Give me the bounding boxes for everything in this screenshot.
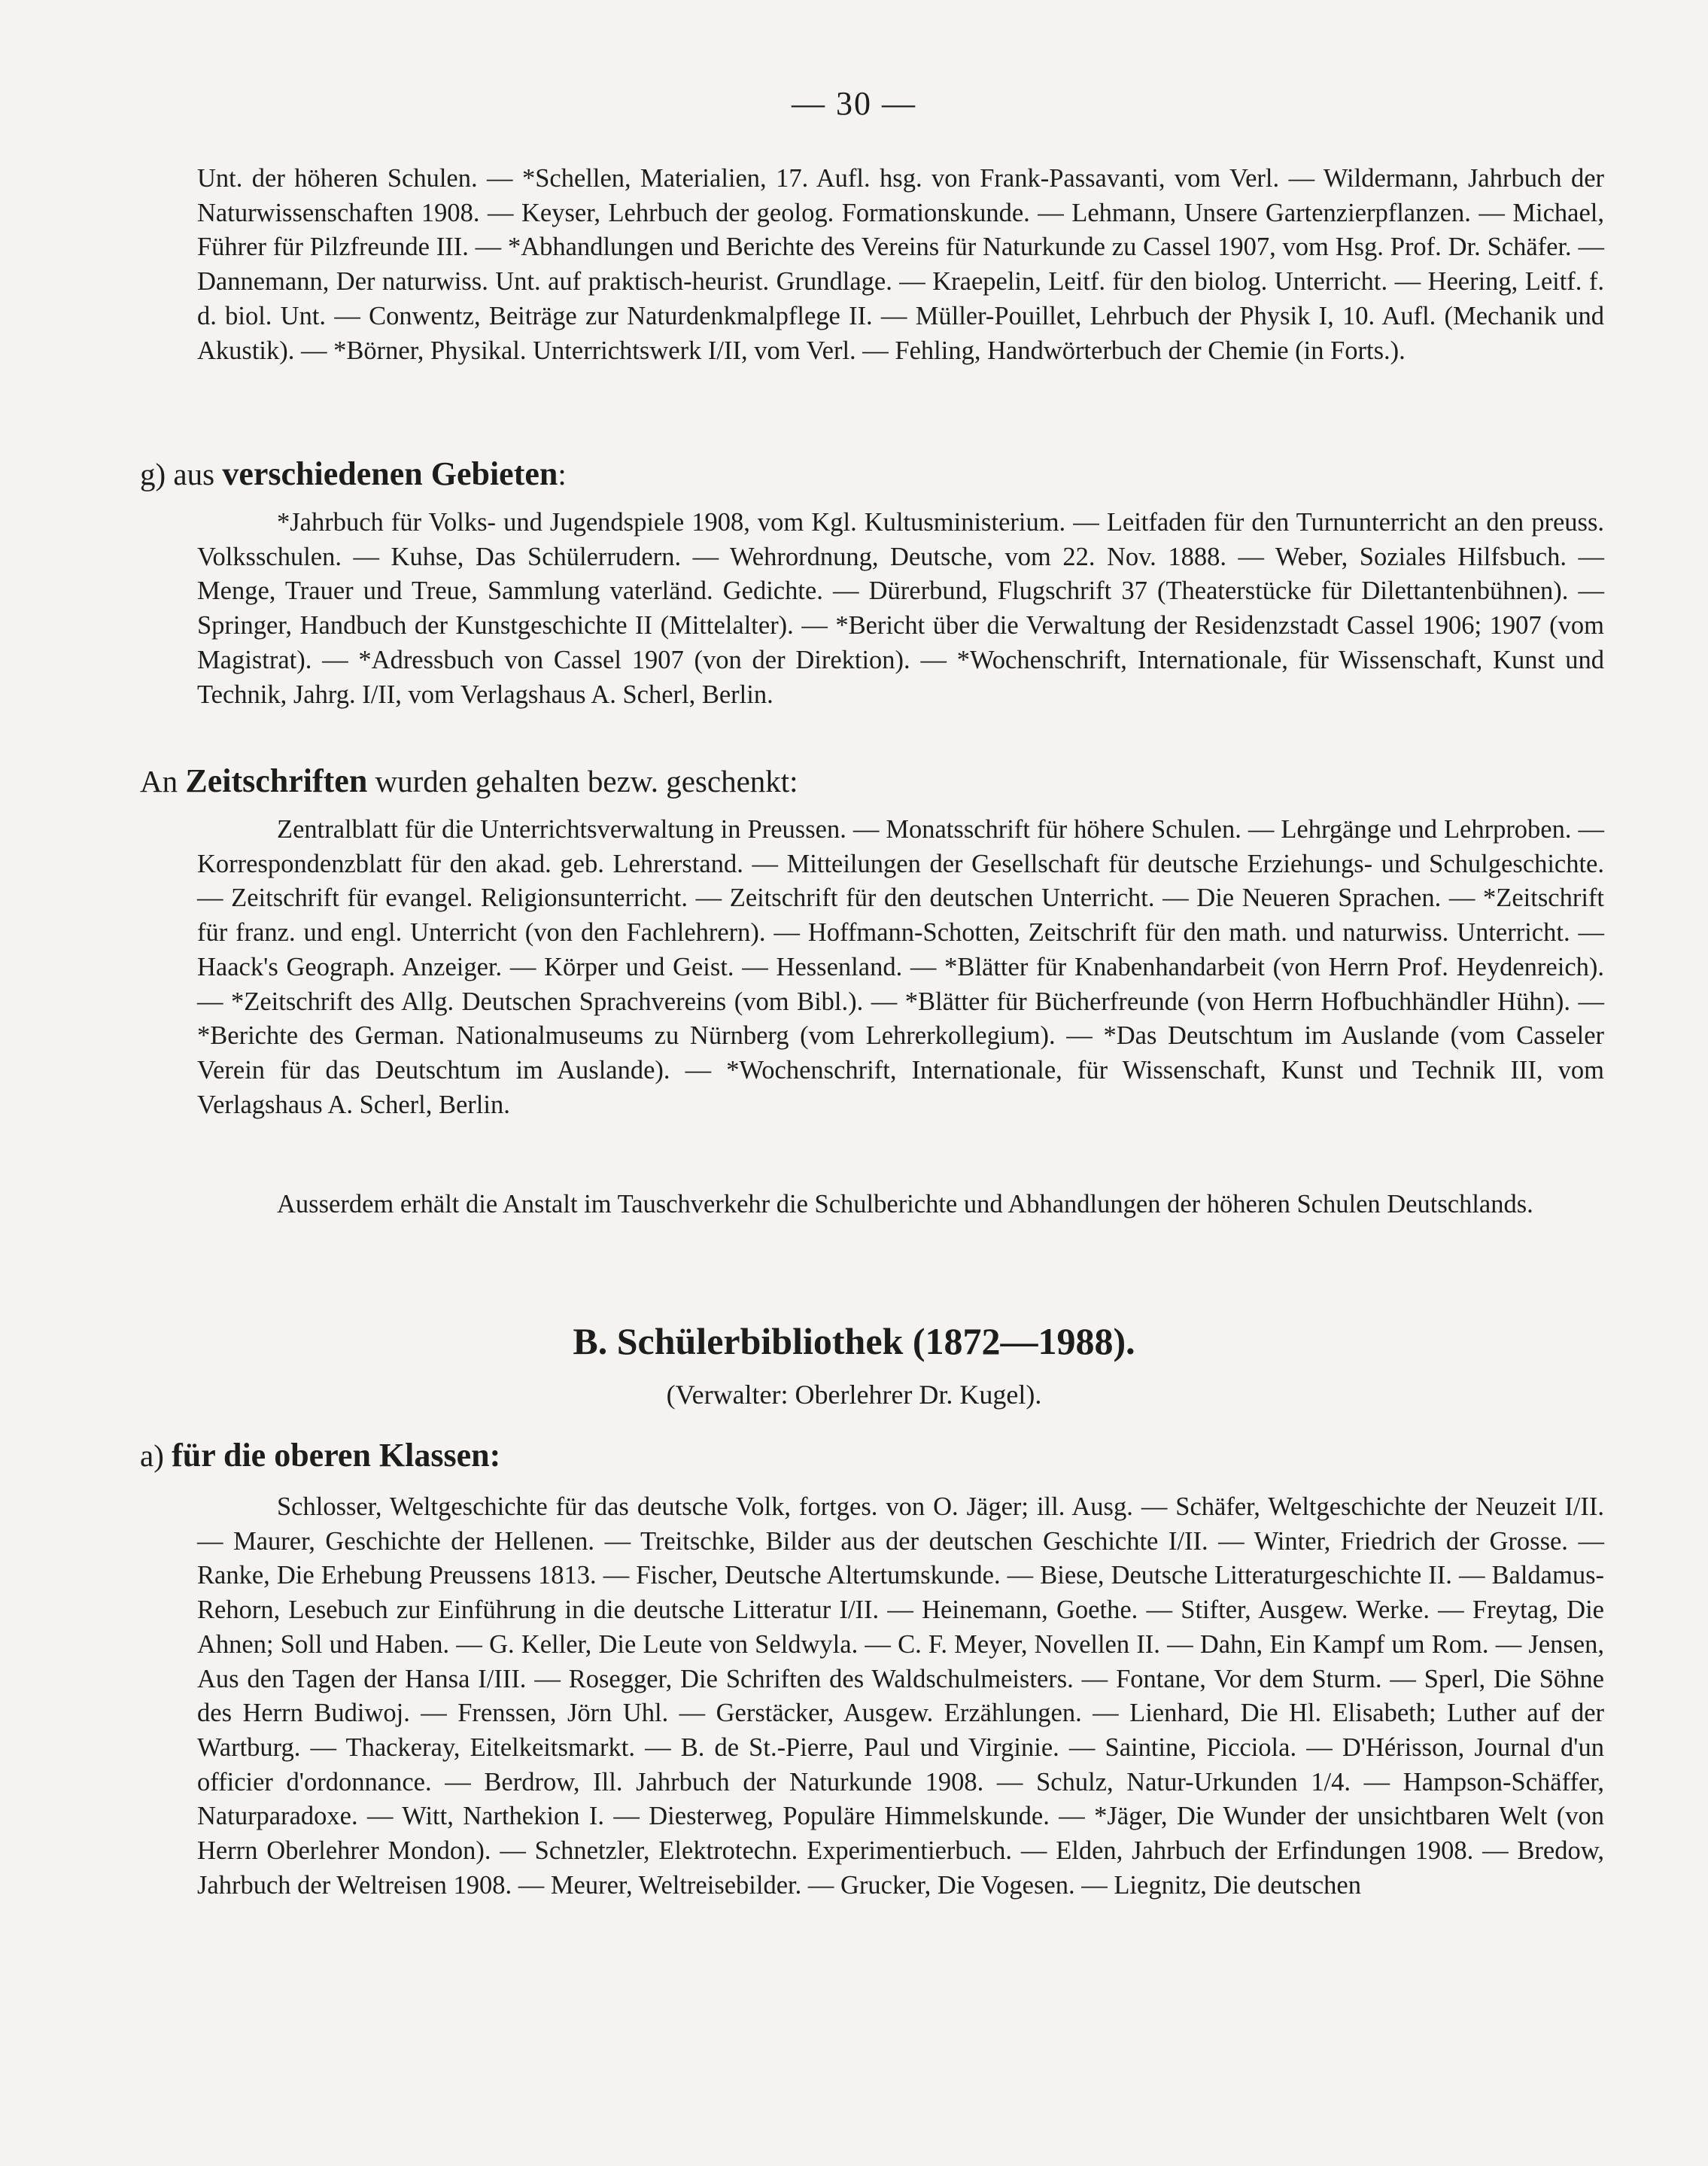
section-colon: : <box>558 457 567 491</box>
student-library-heading: B. Schülerbibliothek (1872—1988). <box>573 1320 1135 1362</box>
section-rest: wurden gehalten bezw. geschenkt: <box>375 764 798 799</box>
paragraph-text: Ausserdem erhält die Anstalt im Tauschverkehr die Schulberichte und Abhandlungen der höheren Schulen Deutschlands. <box>277 1190 1533 1218</box>
page-number: — 30 — <box>792 85 916 122</box>
section-label: a) <box>140 1438 164 1473</box>
section-label: g) aus <box>140 457 215 491</box>
administrator-line: (Verwalter: Oberlehrer Dr. Kugel). <box>666 1380 1042 1410</box>
paragraph-upper-classes <box>197 1490 1604 1903</box>
section-heading-g <box>140 455 567 493</box>
section-title: verschiedenen Gebieten <box>222 455 558 492</box>
paragraph-text: Unt. der höheren Schulen. — *Schellen, Materialien, 17. Aufl. hsg. von Frank-Passavanti, vom Verl. — Wildermann, Jahrbuch der Naturwissenschaften 1908. — Keyser, Lehrbuch der geolog. Formationskunde. — Lehmann, Unsere Gartenzierpflanzen. — Michael, Führer für Pilzfreunde III. — *Abhandlungen und Berichte des Vereins für Naturkunde zu Cassel 1907, vom Hsg. Prof. Dr. Schäfer. — Dannemann, Der naturwiss. Unt. auf praktisch-heurist. Grundlage. — Kraepelin, Leitf. für den biolog. Unterricht. — Heering, Leitf. f. d. biol. Unt. — Conwentz, Beiträge zur Naturdenkmalpflege II. — Müller-Pouillet, Lehrbuch der Physik I, 10. Aufl. (Mechanik und Akustik). — *Börner, Physikal. Unterrichtswerk I/II, vom Verl. — Fehling, Handwörterbuch der Chemie (in Forts.). <box>197 164 1604 365</box>
section-heading-periodicals <box>140 762 798 800</box>
paragraph-exchange <box>197 1188 1604 1222</box>
section-heading-upper-classes <box>140 1436 500 1474</box>
paragraph-misc-areas <box>197 506 1604 712</box>
section-label: An <box>140 764 178 799</box>
paragraph-text: Zentralblatt für die Unterrichtsverwaltung in Preussen. — Monatsschrift für höhere Schulen. — Lehrgänge und Lehrproben. — Korrespondenzblatt für den akad. geb. Lehrerstand. — Mitteilungen der Gesellschaft für deutsche Erziehungs- und Schulgeschichte. — Zeitschrift für evangel. Religionsunterricht. — Zeitschrift für den deutschen Unterricht. — Die Neueren Sprachen. — *Zeitschrift für franz. und engl. Unterricht (von den Fachlehrern). — Hoffmann-Schotten, Zeitschrift für den math. und naturwiss. Unterricht. — Haack's Geograph. Anzeiger. — Körper und Geist. — Hessenland. — *Blätter für Knabenhandarbeit (von Herrn Prof. Heydenreich). — *Zeitschrift des Allg. Deutschen Sprachvereins (vom Bibl.). — *Blätter für Bücherfreunde (von Herrn Hofbuchhändler Hühn). — *Berichte des German. Nationalmuseums zu Nürnberg (vom Lehrerkollegium). — *Das Deutschtum im Auslande (vom Casseler Verein für das Deutschtum im Auslande). — *Wochenschrift, Internationale, für Wissenschaft, Kunst und Technik III, vom Verlagshaus A. Scherl, Berlin. <box>197 815 1604 1119</box>
section-title: für die oberen Klassen: <box>172 1437 501 1474</box>
paragraph-text: *Jahrbuch für Volks- und Jugendspiele 1908, vom Kgl. Kultusministerium. — Leitfaden für den Turnunterricht an den preuss. Volksschulen. — Kuhse, Das Schülerrudern. — Wehrordnung, Deutsche, vom 22. Nov. 1888. — Weber, Soziales Hilfsbuch. — Menge, Trauer und Treue, Sammlung vaterländ. Gedichte. — Dürerbund, Flugschrift 37 (Theaterstücke für Dilettantenbühnen). — Springer, Handbuch der Kunstgeschichte II (Mittelalter). — *Bericht über die Verwaltung der Residenzstadt Cassel 1906; 1907 (vom Magistrat). — *Adressbuch von Cassel 1907 (von der Direktion). — *Wochenschrift, Internationale, für Wissenschaft, Kunst und Technik, Jahrg. I/II, vom Verlagshaus A. Scherl, Berlin. <box>197 508 1604 709</box>
paragraph-text: Schlosser, Weltgeschichte für das deutsche Volk, fortges. von O. Jäger; ill. Ausg. — Schäfer, Weltgeschichte der Neuzeit I/II. — Maurer, Geschichte der Hellenen. — Treitschke, Bilder aus der deutschen Geschichte I/II. — Winter, Friedrich der Grosse. — Ranke, Die Erhebung Preussens 1813. — Fischer, Deutsche Altertumskunde. — Biese, Deutsche Litteraturgeschichte II. — Baldamus-Rehorn, Lesebuch zur Einführung in die deutsche Litteratur I/II. — Heinemann, Goethe. — Stifter, Ausgew. Werke. — Freytag, Die Ahnen; Soll und Haben. — G. Keller, Die Leute von Seldwyla. — C. F. Meyer, Novellen II. — Dahn, Ein Kampf um Rom. — Jensen, Aus den Tagen der Hansa I/III. — Rosegger, Die Schriften des Waldschulmeisters. — Fontane, Vor dem Sturm. — Sperl, Die Söhne des Herrn Budiwoj. — Frenssen, Jörn Uhl. — Gerstäcker, Ausgew. Erzählungen. — Lienhard, Die Hl. Elisabeth; Luther auf der Wartburg. — Thackeray, Eitelkeitsmarkt. — B. de St.-Pierre, Paul und Virginie. — Saintine, Picciola. — D'Hérisson, Journal d'un officier d'ordonnance. — Berdrow, Ill. Jahrbuch der Naturkunde 1908. — Schulz, Natur-Urkunden 1/4. — Hampson-Schäffer, Naturparadoxe. — Witt, Narthekion I. — Diesterweg, Populäre Himmelskunde. — *Jäger, Die Wunder der unsichtbaren Welt (von Herrn Oberlehrer Mondon). — Schnetzler, Elektrotechn. Experimentierbuch. — Elden, Jahrbuch der Erfindungen 1908. — Bredow, Jahrbuch der Weltreisen 1908. — Meurer, Weltreisebilder. — Grucker, Die Vogesen. — Liegnitz, Die deutschen <box>197 1492 1604 1900</box>
section-title: Zeitschriften <box>185 762 368 799</box>
paragraph-continued-science <box>197 162 1604 368</box>
paragraph-periodicals <box>197 813 1604 1122</box>
